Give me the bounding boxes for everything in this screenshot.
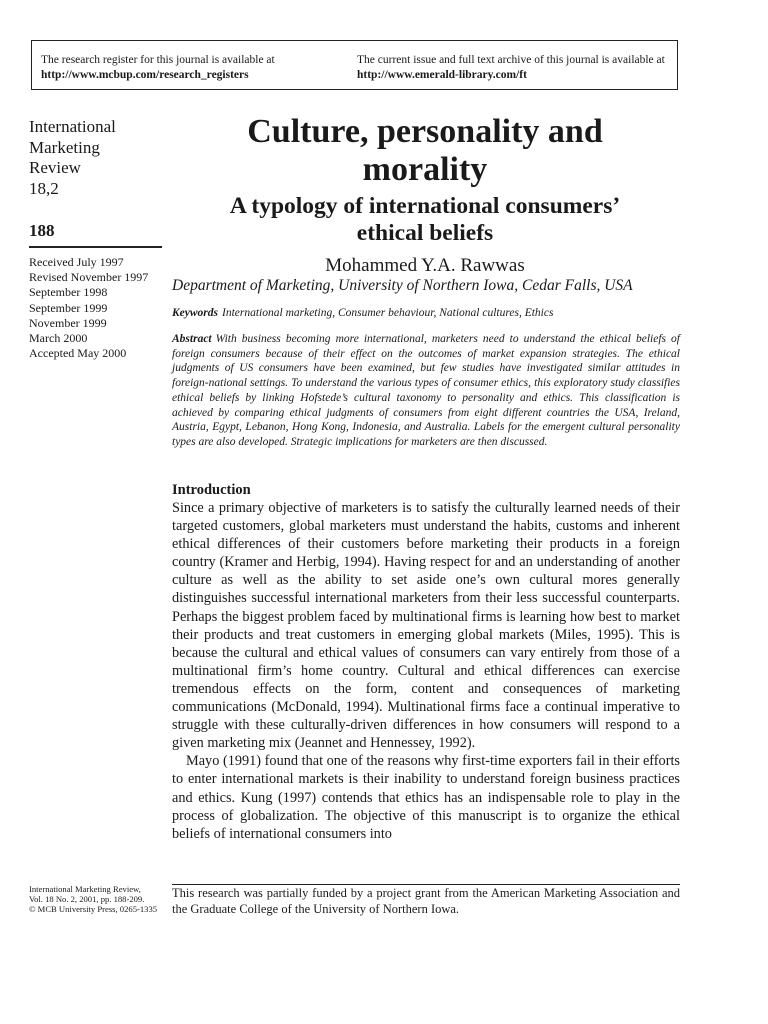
full-text-archive-notice [357,53,665,83]
article-subtitle [170,193,680,247]
title-line: Culture, personality and [247,113,603,150]
subtitle-line: A typology of international consumers’ [229,193,621,219]
body-paragraph: Mayo (1991) found that one of the reasons why first-time exporters fail in their efforts to enter international markets is their inability to understand foreign business practices and ethics. Kung (1997) contends that ethics has an indispensable role to play in the process of globalization. The objective of this manuscript is to organize the ethical beliefs of international consumers into [172,753,680,842]
body-text [172,499,680,843]
submission-dates [29,255,169,361]
date-line: March 2000 [29,331,88,346]
date-line: Received July 1997 [29,255,124,269]
author-name: Mohammed Y.A. Rawwas [325,255,525,276]
section-heading-introduction: Introduction [172,482,251,498]
keywords-label: Keywords [172,307,218,319]
date-line: November 1999 [29,315,107,330]
abstract-label: Abstract [172,333,212,345]
abstract [172,332,680,450]
keywords-text: International marketing, Consumer behaviour, National cultures, Ethics [222,307,554,319]
footnote-divider [172,884,680,885]
abstract-text: With business becoming more international, marketers need to understand the ethical beliefs of foreign consumers because of their effect on the outcomes of market expansion strategies. The ethical judgments of US consumers have been examined, but few studies have investigated similar attitudes in foreign-national settings. To understand the various types of consumer ethics, this exploratory study classifies ethical beliefs by linking Hofstede’s cultural taxonomy to personality and ethics. This classification is achieved by comparing ethical judgments of consumers from eight different countries the USA, Ireland, Austria, Egypt, Lebanon, Hong Kong, Indonesia, and Australia. Labels for the emergent cultural personality types are also developed. Strategic implications for marketers are then discussed. [172,333,680,448]
research-register-text: The research register for this journal is available at [41,54,275,66]
page-number: 188 [29,221,55,240]
date-line: September 1999 [29,300,108,315]
citation-line: International Marketing Review, [29,884,141,894]
title-line: morality [362,151,488,188]
body-paragraph: Since a primary objective of marketers is to satisfy the culturally learned needs of their targeted customers, global marketers must understand the habits, customs and inherent ethical differences of their customers before marketing their products in a foreign country (Kramer and Herbig, 1994). Having respect for and an understanding of another culture as well as the ability to set aside one’s own cultural mores generally distinguishes successful international marketers from their less successful counterparts. Perhaps the biggest problem faced by multinational firms is learning how best to market their products and treat customers in emerging global markets (Miles, 1995). This is because the cultural and ethical values of consumers can vary entirely from those of a multinational firm’s home country. Cultural and ethical differences can exercise tremendous effects on the form, content and consequences of marketing communications (McDonald, 1994). Multinational firms face a continual imperative to struggle with these culturally-driven differences in how consumers will respond to a given marketing mix (Jeannet and Hennessey, 1992). [172,500,680,752]
author-affiliation: Department of Marketing, University of Northern Iowa, Cedar Falls, USA [172,277,633,294]
date-line: September 1998 [29,285,108,300]
journal-name [29,117,164,199]
journal-availability-box [31,40,678,90]
research-register-link[interactable]: http://www.mcbup.com/research_registers [41,69,249,81]
date-line: Revised November 1997 [29,270,149,285]
margin-divider [29,246,162,248]
keywords [172,306,682,321]
journal-name-line: International [29,117,116,136]
citation-line: © MCB University Press, 0265-1335 [29,904,158,915]
subtitle-line: ethical beliefs [356,220,494,246]
article-title [170,113,680,189]
date-line: Accepted May 2000 [29,346,127,361]
journal-name-line: Review [29,158,81,177]
funding-footnote: This research was partially funded by a project grant from the American Marketing Association and the Graduate College of the University of Northern Iowa. [172,886,680,916]
journal-name-line: Marketing [29,137,100,157]
full-text-archive-link[interactable]: http://www.emerald-library.com/ft [357,69,527,81]
full-text-archive-text: The current issue and full text archive of this journal is available at [357,54,665,66]
research-register-notice [41,53,275,83]
citation-info [29,884,169,915]
journal-issue: 18,2 [29,178,59,198]
citation-line: Vol. 18 No. 2, 2001, pp. 188-209. [29,894,145,905]
